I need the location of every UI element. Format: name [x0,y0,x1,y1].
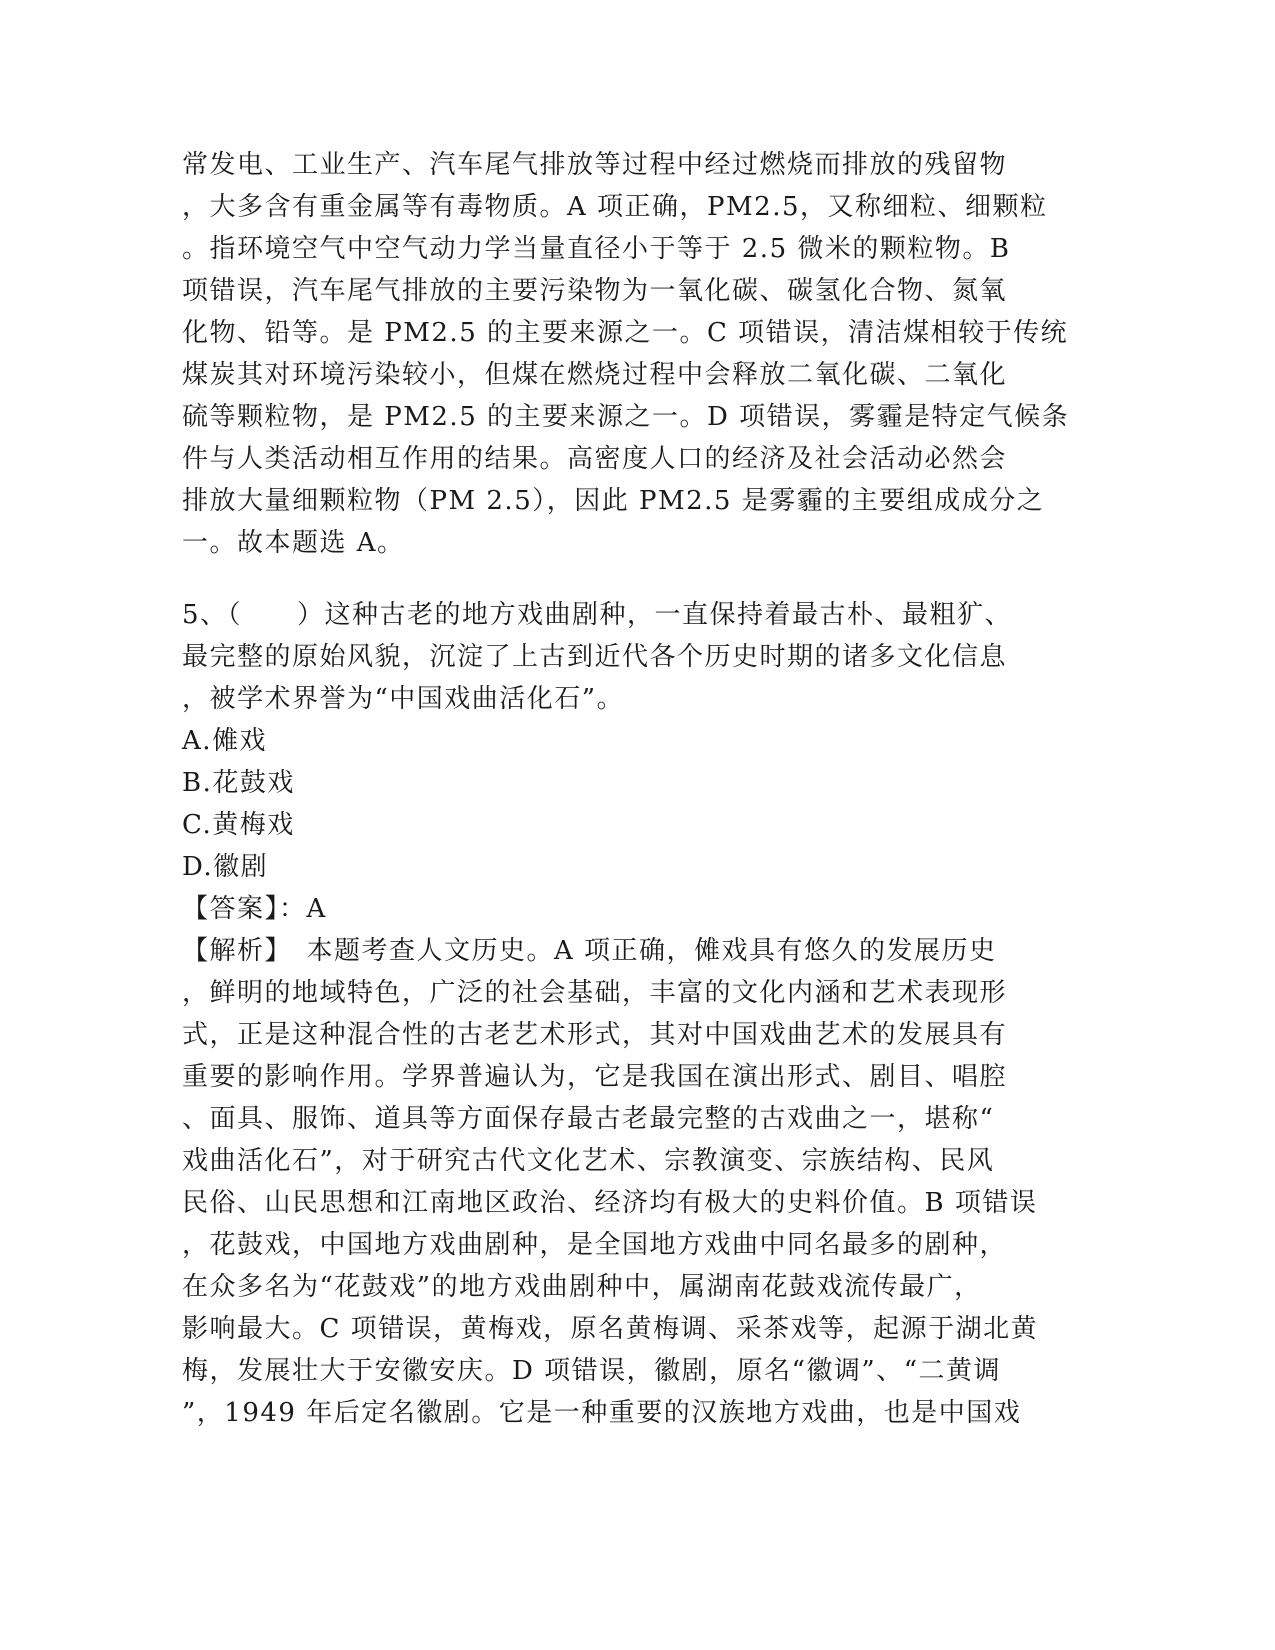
stem-line: 最完整的原始风貌，沉淀了上古到近代各个历史时期的诸多文化信息 [182,642,1008,672]
text-line: 煤炭其对环境污染较小，但煤在燃烧过程中会释放二氧化碳、二氧化 [182,360,1008,390]
text-line: 项错误，汽车尾气排放的主要污染物为一氧化碳、碳氢化合物、氮氧 [182,276,1008,306]
answer-line: 【答案】：A [182,894,327,924]
option-d: D.徽剧 [182,852,269,882]
explanation-continued [182,144,1082,564]
text-line: 一。故本题选 A。 [182,528,405,558]
question-options [182,720,1082,888]
analysis-line: 民俗、山民思想和江南地区政治、经济均有极大的史料价值。B 项错误 [182,1188,1038,1218]
analysis-line: 重要的影响作用。学界普遍认为，它是我国在演出形式、剧目、唱腔 [182,1062,1008,1092]
analysis-line: 、面具、服饰、道具等方面保存最古老最完整的古戏曲之一，堪称“ [182,1104,995,1134]
paragraph-spacer [182,564,1082,594]
text-line: 常发电、工业生产、汽车尾气排放等过程中经过燃烧而排放的残留物 [182,150,1008,180]
analysis-line: 影响最大。C 项错误，黄梅戏，原名黄梅调、采茶戏等，起源于湖北黄 [182,1314,1039,1344]
option-c: C.黄梅戏 [182,810,295,840]
analysis-line: ”，1949 年后定名徽剧。它是一种重要的汉族地方戏曲，也是中国戏 [182,1398,1022,1428]
analysis-line: 在众多名为“花鼓戏”的地方戏曲剧种中，属湖南花鼓戏流传最广， [182,1272,982,1302]
text-line: 件与人类活动相互作用的结果。高密度人口的经济及社会活动必然会 [182,444,1008,474]
analysis-line: ，鲜明的地域特色，广泛的社会基础，丰富的文化内涵和艺术表现形 [182,978,1008,1008]
document-page [182,144,1082,1434]
text-line: 。指环境空气中空气动力学当量直径小于等于 2.5 微米的颗粒物。B [182,234,1011,264]
text-line: 化物、铅等。是 PM2.5 的主要来源之一。C 项错误，清洁煤相较于传统 [182,318,1069,348]
option-a: A.傩戏 [182,726,268,756]
text-line: 硫等颗粒物，是 PM2.5 的主要来源之一。D 项错误，雾霾是特定气候条 [182,402,1070,432]
text-line: 排放大量细颗粒物（PM 2.5），因此 PM2.5 是雾霾的主要组成成分之 [182,486,1045,516]
option-b: B.花鼓戏 [182,768,295,798]
question-stem [182,594,1082,720]
text-line: ，大多含有重金属等有毒物质。A 项正确，PM2.5，又称细粒、细颗粒 [182,192,1048,222]
analysis-line: 戏曲活化石”，对于研究古代文化艺术、宗教演变、宗族结构、民风 [182,1146,995,1176]
analysis-line: 【解析】 本题考查人文历史。A 项正确，傩戏具有悠久的发展历史 [182,936,997,966]
stem-line: ，被学术界誉为“中国戏曲活化石”。 [182,684,625,714]
stem-line: 5、（ ）这种古老的地方戏曲剧种，一直保持着最古朴、最粗犷、 [182,600,1013,630]
analysis-line: ，花鼓戏，中国地方戏曲剧种，是全国地方戏曲中同名最多的剧种， [182,1230,1008,1260]
analysis-line: 式，正是这种混合性的古老艺术形式，其对中国戏曲艺术的发展具有 [182,1020,1008,1050]
analysis-line: 梅，发展壮大于安徽安庆。D 项错误，徽剧，原名“徽调”、“二黄调 [182,1356,1001,1386]
question-5 [182,594,1082,1434]
analysis [182,930,1082,1434]
